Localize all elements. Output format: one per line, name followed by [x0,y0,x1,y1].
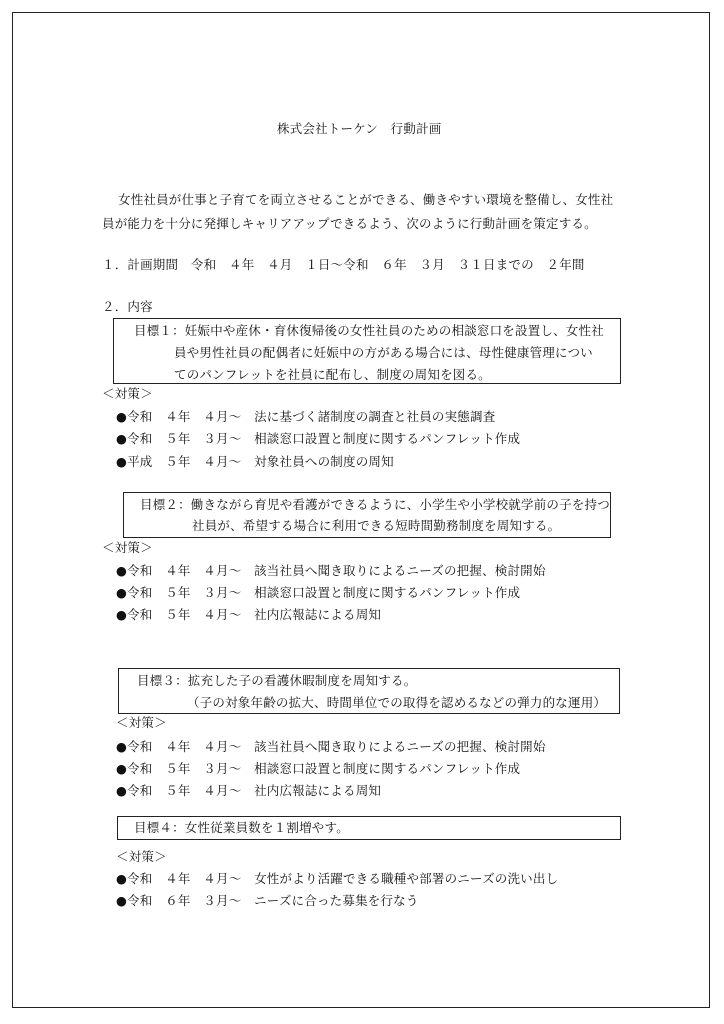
plan-period: １．計画期間 令和 ４年 ４月 １日～令和 ６年 ３月 ３１日までの ２年間 [102,257,585,272]
goal-2-measure-1: ●令和 ４年 ４月～ 該当社員へ聞き取りによるニーズの把握、検討開始 [116,563,546,578]
goal-3-measure-1: ●令和 ４年 ４月～ 該当社員へ聞き取りによるニーズの把握、検討開始 [116,739,546,754]
goal-3-line-1: 目標３：拡充した子の看護休暇制度を周知する。 [137,673,417,688]
goal-2-box [123,492,611,538]
goal-3-measure-2: ●令和 ５年 ３月～ 相談窓口設置と制度に関するパンフレット作成 [116,761,521,776]
goal-1-line-1: 目標１：妊娠中や産休・育休復帰後の女性社員のための相談窓口を設置し、女性社 [134,323,604,338]
goal-1-line-2: 員や男性社員の配偶者に妊娠中の方がある場合には、母性健康管理につい [174,345,593,360]
goal-1-measure-1: ●令和 ４年 ４月～ 法に基づく諸制度の調査と社員の実態調査 [116,409,496,424]
goal-2-line-2: 社員が、希望する場合に利用できる短時間勤務制度を周知する。 [192,518,561,533]
goal-4-line-1: 目標４：女性従業員数を１割増やす。 [134,820,349,835]
intro-line-2: 員が能力を十分に発揮しキャリアアップできるよう、次のように行動計画を策定する。 [102,216,597,231]
intro-line-1: 女性社員が仕事と子育てを両立させることができる、働きやすい環境を整備し、女性社 [118,192,614,207]
goal-3-measures-label: ＜対策＞ [116,715,167,730]
goal-1-measures-label: ＜対策＞ [102,386,153,401]
document-title: 株式会社トーケン 行動計画 [277,121,442,136]
goal-2-line-1: 目標２：働きながら育児や看護ができるように、小学生や小学校就学前の子を持つ [140,497,610,512]
goal-2-measure-3: ●令和 ５年 ４月～ 社内広報誌による周知 [116,607,382,622]
goal-1-measure-3: ●平成 ５年 ４月～ 対象社員への制度の周知 [116,454,394,469]
goal-3-line-2: （子の対象年齢の拡大、時間単位での取得を認めるなどの弾力的な運用） [187,695,607,710]
goal-4-box [117,816,621,840]
goal-1-box [113,318,621,384]
goal-3-box [118,668,620,714]
goal-3-measure-3: ●令和 ５年 ４月～ 社内広報誌による周知 [116,783,382,798]
goal-2-measure-2: ●令和 ５年 ３月～ 相談窓口設置と制度に関するパンフレット作成 [116,585,521,600]
goal-4-measures-label: ＜対策＞ [116,849,167,864]
goal-4-measure-1: ●令和 ４年 ４月～ 女性がより活躍できる職種や部署のニーズの洗い出し [116,871,559,886]
content-heading: ２．内容 [102,299,153,314]
goal-2-measures-label: ＜対策＞ [102,540,153,555]
goal-1-line-3: てのパンフレットを社員に配布し、制度の周知を図る。 [174,367,491,382]
goal-1-measure-2: ●令和 ５年 ３月～ 相談窓口設置と制度に関するパンフレット作成 [116,431,521,446]
goal-4-measure-2: ●令和 ６年 ３月～ ニーズに合った募集を行なう [116,893,419,908]
